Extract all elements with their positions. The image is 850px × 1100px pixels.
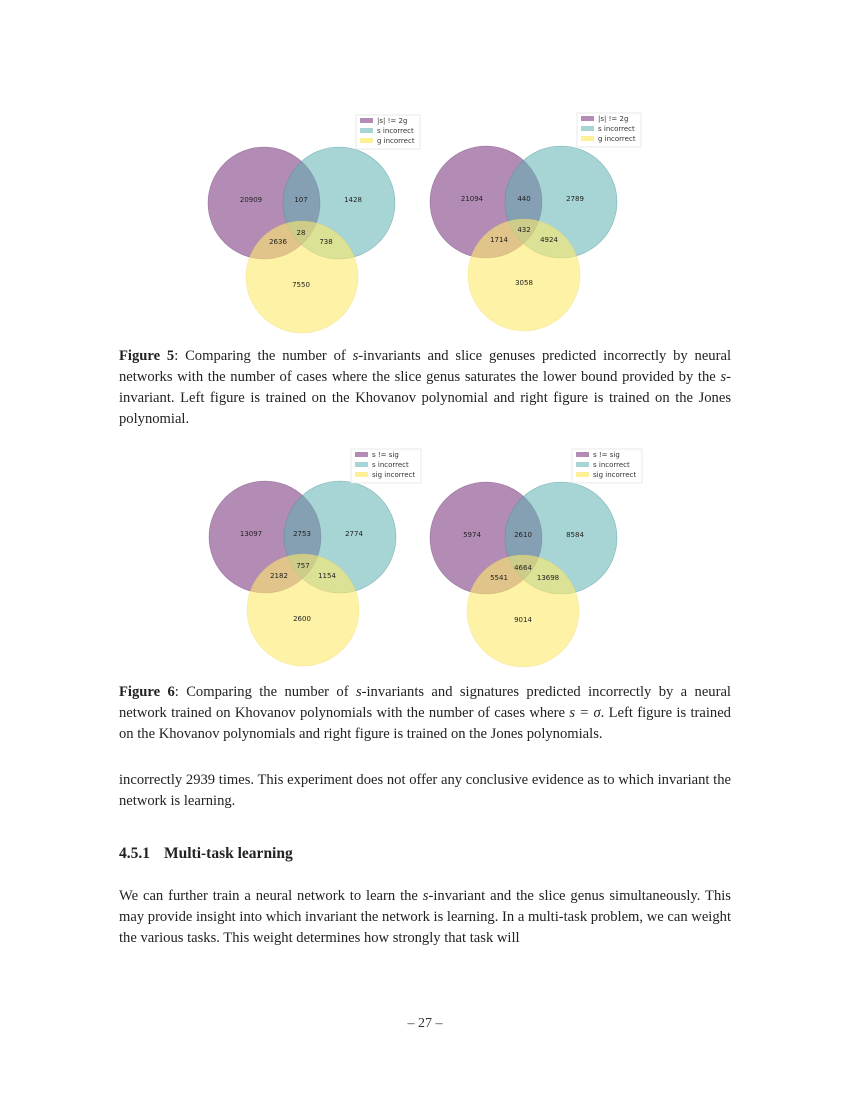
venn-region-a-only: 5974 — [463, 531, 481, 539]
venn-set-c — [247, 554, 359, 666]
legend-label-b: s incorrect — [372, 461, 409, 469]
venn-set-c — [246, 221, 358, 333]
section-heading — [119, 845, 293, 863]
page-number: – 27 – — [407, 1016, 443, 1031]
figure-label: Figure 5 — [119, 348, 175, 364]
legend-label-a: |s| != 2g — [377, 117, 408, 125]
venn-region-b-only: 2774 — [345, 530, 363, 538]
venn-set-c — [468, 219, 580, 331]
legend-label-c: sig incorrect — [593, 471, 637, 479]
body-paragraph-2 — [119, 886, 731, 949]
legend — [577, 113, 641, 147]
math-s: s — [352, 348, 359, 364]
paragraph-text: We can further train a neural network to learn the — [119, 888, 423, 904]
caption-text: : Comparing the number of — [174, 684, 356, 700]
venn-region-b-only: 8584 — [566, 531, 584, 539]
venn-region-a-only: 20909 — [239, 196, 263, 204]
legend-label-a: s != sig — [593, 451, 620, 459]
venn-region-ac: 5541 — [490, 574, 508, 582]
legend-label-a: s != sig — [372, 451, 399, 459]
section-title: Multi-task learning — [164, 845, 293, 862]
legend-swatch-teal — [360, 128, 373, 133]
figure-label: Figure 6 — [119, 684, 175, 700]
figure-5-right-venn — [420, 108, 650, 340]
math-s: s — [355, 684, 362, 700]
caption-text: : Comparing the number of — [174, 348, 353, 364]
venn-region-abc: 432 — [517, 226, 531, 234]
legend-label-b: s incorrect — [377, 127, 414, 135]
paragraph-text: -invariant and the slice genus simultaneously. This may provide insight into which invariant the network is learning. In a multi-task problem, we can weight the various tasks. This weight determines how strongly that task will — [119, 888, 731, 946]
legend-label-b: s incorrect — [593, 461, 630, 469]
caption-text: -invariant. Left figure is trained on the Khovanov polynomial and right figure is trained on the Jones polynomial. — [119, 369, 731, 427]
figure-5-caption — [119, 346, 731, 430]
venn-region-b-only: 2789 — [566, 195, 584, 203]
venn-region-bc: 738 — [319, 238, 333, 246]
legend-swatch-yellow — [576, 472, 589, 477]
legend-swatch-purple — [355, 452, 368, 457]
venn-region-bc: 4924 — [540, 236, 558, 244]
venn-region-ab: 2753 — [293, 530, 311, 538]
venn-region-ab: 2610 — [514, 531, 532, 539]
legend-label-c: g incorrect — [377, 137, 415, 145]
venn-region-a-only: 13097 — [239, 530, 263, 538]
venn-circles — [430, 146, 617, 331]
figure-5-left-venn — [200, 110, 430, 340]
legend — [351, 449, 421, 483]
venn-region-abc: 757 — [296, 562, 310, 570]
figure-6-right-venn — [420, 444, 650, 674]
math-s-equals-sigma: s = σ — [569, 705, 601, 721]
venn-region-bc: 13698 — [536, 574, 560, 582]
caption-text: . Left figure is trained on the Khovanov polynomials and right figure is trained on the Jones polynomials. — [119, 705, 731, 742]
venn-circles — [209, 481, 396, 666]
venn-region-c-only: 2600 — [293, 615, 311, 623]
legend-label-a: |s| != 2g — [598, 115, 629, 123]
caption-text: -invariants and signatures predicted incorrectly by a neural network trained on Khovanov polynomials with the number of cases where — [119, 684, 731, 721]
venn-circles — [430, 482, 617, 667]
legend-label-b: s incorrect — [598, 125, 635, 133]
math-s: s — [720, 369, 727, 385]
legend-swatch-yellow — [581, 136, 594, 141]
venn-region-ab: 107 — [294, 196, 308, 204]
body-paragraph-1: incorrectly 2939 times. This experiment does not offer any conclusive evidence as to which invariant the network is learning. — [119, 772, 731, 809]
legend-swatch-purple — [581, 116, 594, 121]
venn-region-c-only: 9014 — [514, 616, 532, 624]
venn-region-bc: 1154 — [318, 572, 336, 580]
legend-label-c: sig incorrect — [372, 471, 416, 479]
venn-region-abc: 4664 — [514, 564, 532, 572]
legend-swatch-teal — [576, 462, 589, 467]
venn-region-b-only: 1428 — [344, 196, 362, 204]
legend-swatch-purple — [576, 452, 589, 457]
caption-text: -invariants and slice genuses predicted incorrectly by neural networks with the number of cases where the slice genus saturates the lower bound provided by the — [119, 348, 731, 385]
math-s: s — [422, 888, 429, 904]
legend-label-c: g incorrect — [598, 135, 636, 143]
venn-region-ac: 2182 — [270, 572, 288, 580]
legend-swatch-yellow — [360, 138, 373, 143]
section-number: 4.5.1 — [119, 845, 150, 862]
figure-6-left-venn — [200, 444, 430, 674]
venn-region-c-only: 7550 — [292, 281, 310, 289]
venn-region-a-only: 21094 — [460, 195, 484, 203]
venn-region-ab: 440 — [517, 195, 531, 203]
venn-region-abc: 28 — [296, 229, 306, 237]
legend-swatch-yellow — [355, 472, 368, 477]
legend-swatch-teal — [581, 126, 594, 131]
figure-6-caption — [119, 682, 731, 745]
legend — [356, 115, 420, 149]
venn-region-c-only: 3058 — [515, 279, 533, 287]
venn-region-ac: 1714 — [490, 236, 508, 244]
venn-region-ac: 2636 — [269, 238, 287, 246]
legend — [572, 449, 642, 483]
venn-circles — [208, 147, 395, 333]
legend-swatch-purple — [360, 118, 373, 123]
legend-swatch-teal — [355, 462, 368, 467]
